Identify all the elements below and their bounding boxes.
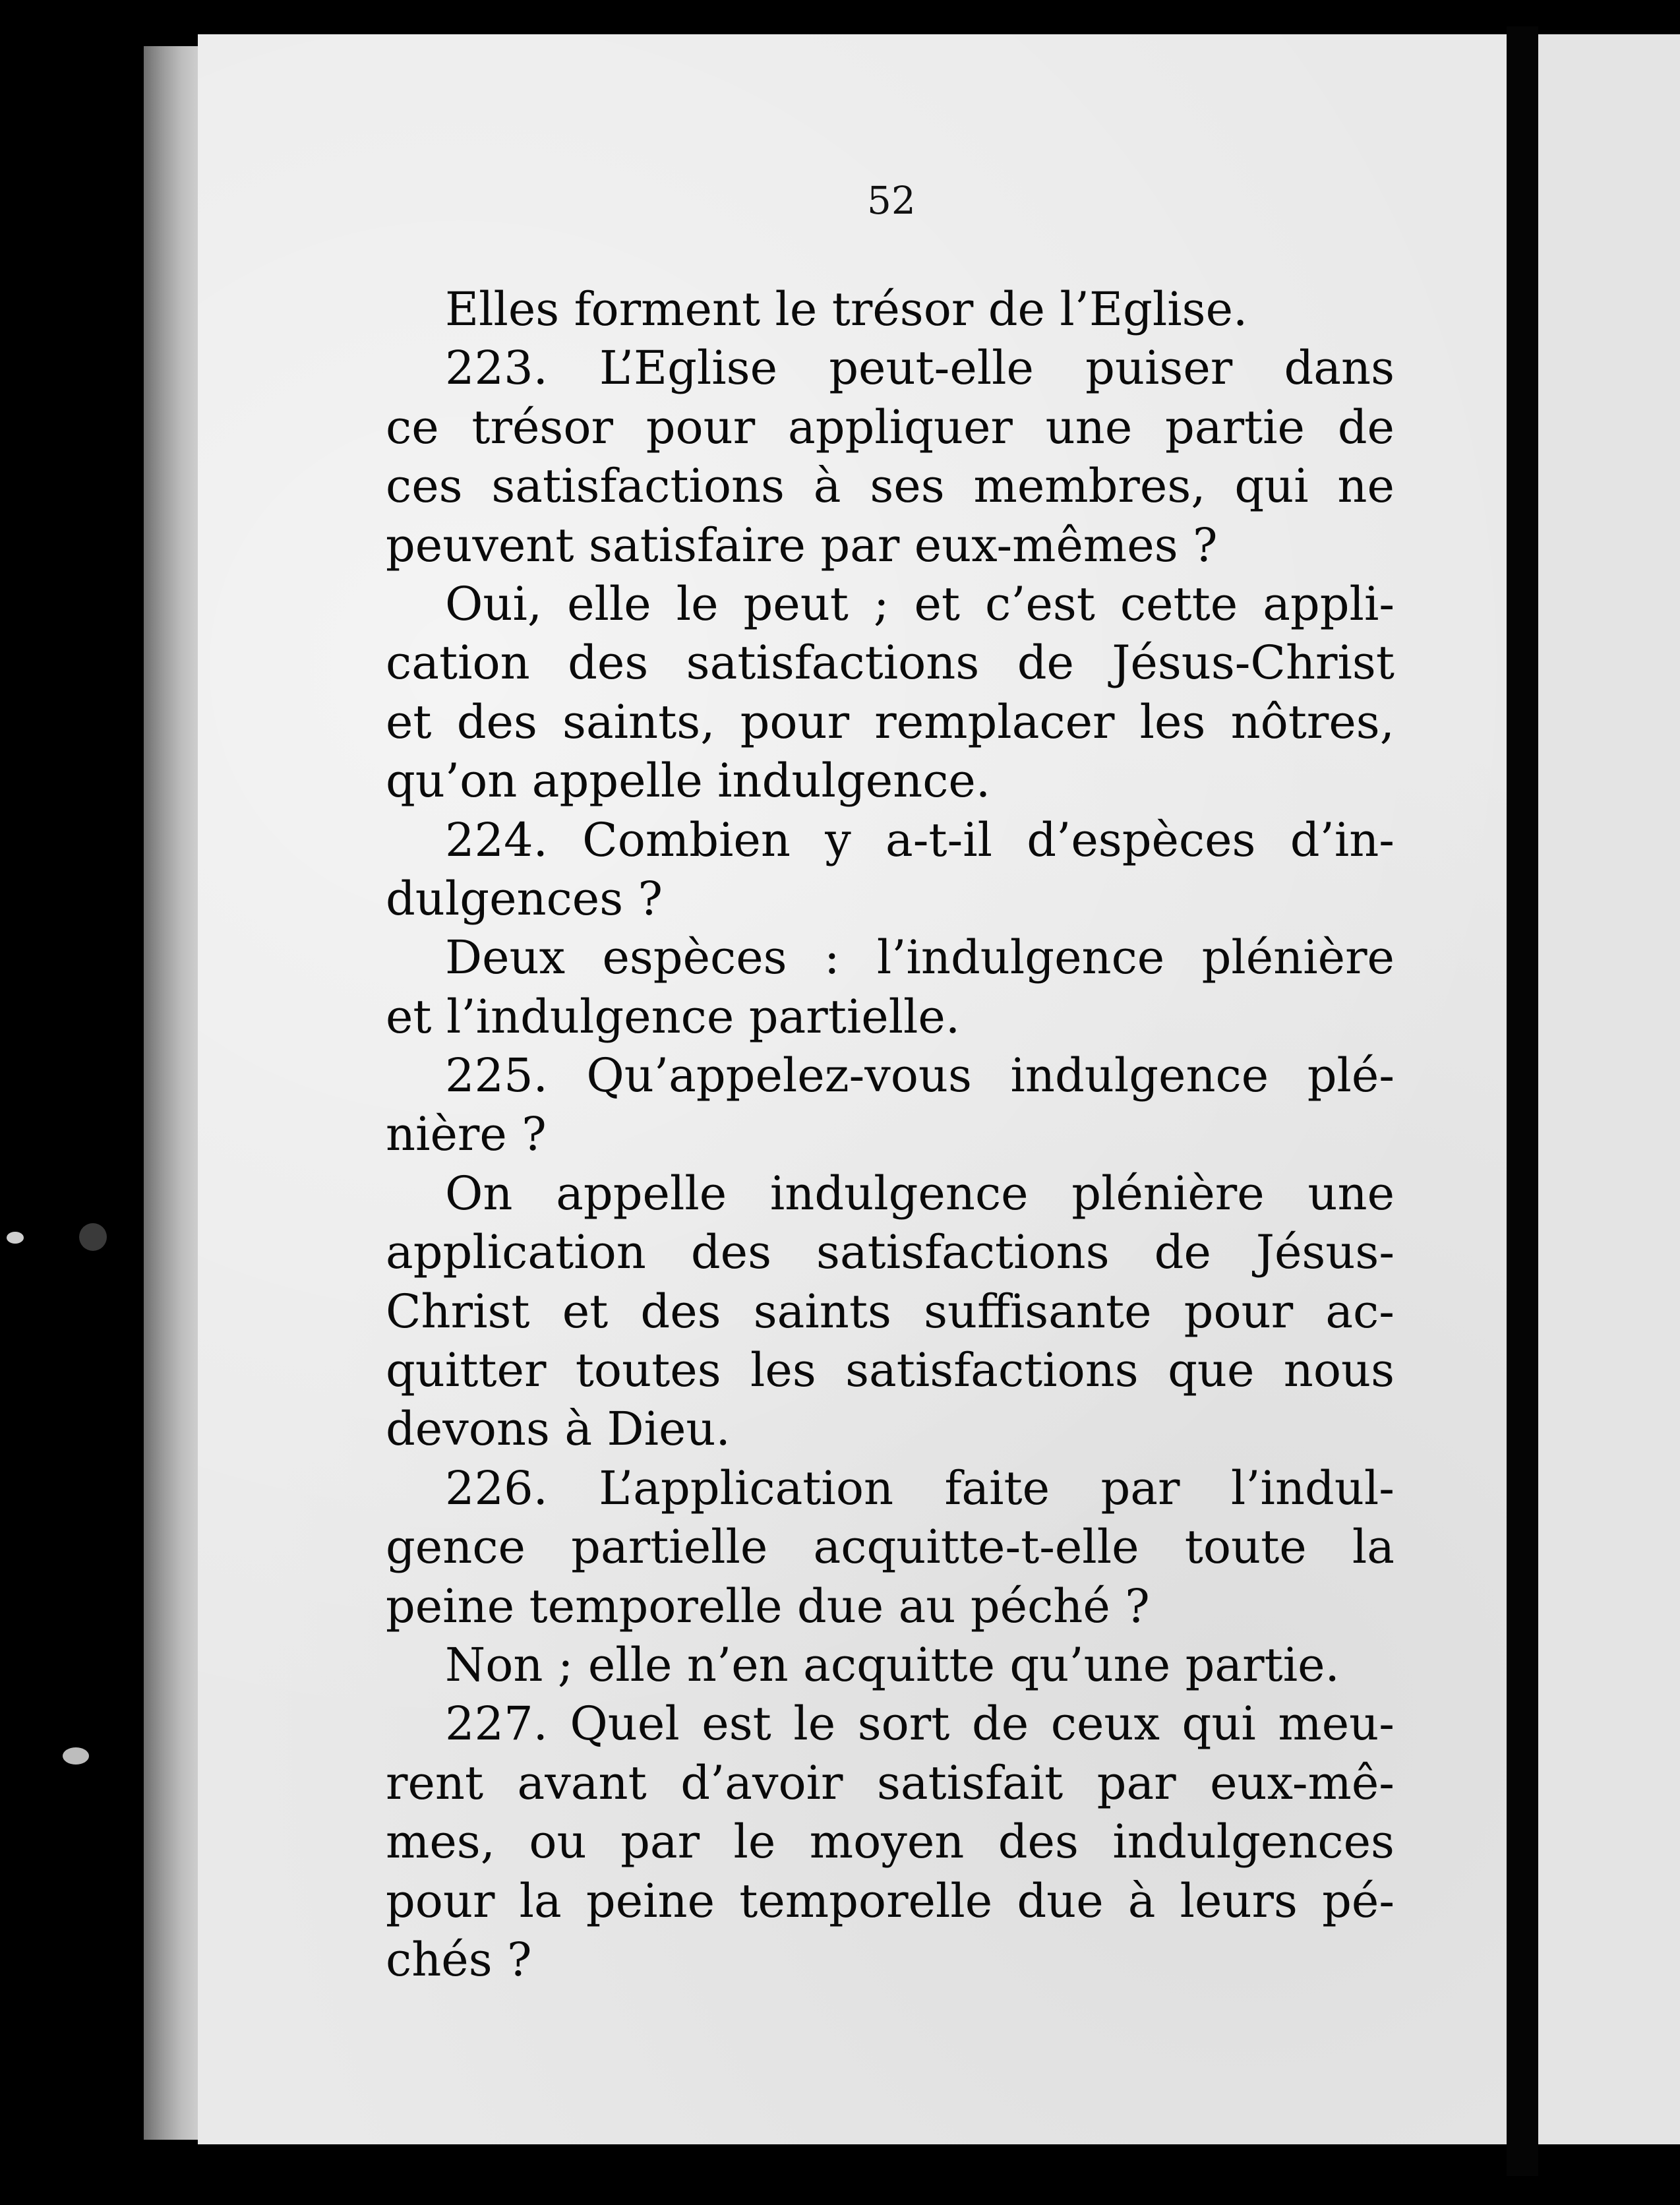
- word: peine: [585, 1873, 715, 1928]
- word: l’indulgence: [446, 989, 735, 1044]
- text-line: [386, 1518, 1395, 1577]
- word: 226.: [445, 1461, 548, 1515]
- word: Elles: [445, 282, 560, 336]
- text-line: [386, 928, 1395, 987]
- text-line: [386, 1459, 1395, 1518]
- word: puiser: [1085, 341, 1233, 396]
- word: appelle: [556, 1166, 727, 1221]
- scan-speck: [79, 1223, 107, 1251]
- word: peut-elle: [829, 341, 1034, 396]
- word: plénière: [1071, 1166, 1265, 1221]
- word: des: [568, 636, 649, 690]
- word: Quel: [570, 1697, 680, 1751]
- word: partie.: [1185, 1637, 1340, 1692]
- word: indulgence: [1010, 1048, 1269, 1103]
- word: par: [620, 1815, 700, 1869]
- word: ac-: [1325, 1284, 1395, 1339]
- word: L’Eglise: [599, 341, 778, 396]
- word: Non: [445, 1637, 543, 1692]
- word: espèces: [602, 930, 787, 985]
- word: faite: [944, 1461, 1050, 1515]
- word: peine: [386, 1579, 515, 1633]
- word: pé-: [1322, 1873, 1395, 1928]
- word: suffisante: [924, 1284, 1152, 1339]
- word: 224.: [445, 812, 548, 867]
- text-line: [386, 457, 1395, 516]
- word: Jésus-: [1255, 1225, 1395, 1280]
- word: toutes: [575, 1343, 721, 1398]
- word: partielle.: [748, 989, 961, 1044]
- word: indulgences: [1112, 1815, 1395, 1869]
- word: satisfait: [876, 1755, 1064, 1810]
- text-line: [386, 693, 1395, 752]
- word: a-t-il: [885, 812, 992, 867]
- word: par: [1096, 1755, 1176, 1810]
- text-line: [386, 1223, 1395, 1282]
- word: de: [1017, 636, 1074, 690]
- word: trésor: [831, 282, 974, 336]
- word: pour: [645, 400, 756, 454]
- word: membres,: [973, 459, 1206, 514]
- word: nôtres,: [1230, 694, 1395, 749]
- word: d’in-: [1290, 812, 1395, 867]
- word: due: [796, 1579, 884, 1633]
- book-gutter: [1507, 26, 1538, 2176]
- word: ?: [1193, 518, 1218, 572]
- word: satisfaire: [588, 518, 806, 572]
- word: par: [820, 518, 900, 572]
- word: ?: [1125, 1579, 1150, 1633]
- text-line: [386, 870, 1395, 928]
- word: l’Eglise.: [1060, 282, 1248, 336]
- word: acquitte: [803, 1637, 996, 1692]
- word: elle: [567, 576, 651, 631]
- word: de: [1337, 400, 1395, 454]
- word: les: [750, 1343, 816, 1398]
- word: leurs: [1180, 1873, 1298, 1928]
- word: et: [562, 1284, 609, 1339]
- word: et: [386, 989, 432, 1044]
- word: Dieu.: [607, 1402, 731, 1457]
- word: Qu’appelez-vous: [586, 1048, 972, 1103]
- word: Combien: [582, 812, 791, 867]
- word: remplacer: [874, 694, 1115, 749]
- word: le: [733, 1815, 776, 1869]
- text-line: [386, 1283, 1395, 1341]
- word: rent: [386, 1755, 484, 1810]
- word: L’application: [599, 1461, 894, 1515]
- word: plénière: [1201, 930, 1395, 985]
- word: des: [998, 1815, 1079, 1869]
- word: des: [640, 1284, 721, 1339]
- text-line: [386, 1813, 1395, 1871]
- word: partielle: [571, 1520, 768, 1575]
- word: satisfactions: [816, 1225, 1110, 1280]
- word: :: [824, 930, 840, 985]
- word: gence: [386, 1520, 525, 1575]
- word: satisfactions: [686, 636, 980, 690]
- word: ou: [529, 1815, 587, 1869]
- text-line: [386, 1400, 1395, 1459]
- word: eux-mê-: [1210, 1755, 1395, 1810]
- text-line: [386, 1164, 1395, 1223]
- word: qui: [1182, 1697, 1256, 1751]
- word: devons: [386, 1402, 550, 1457]
- word: ?: [638, 871, 663, 926]
- text-line: [386, 752, 1395, 810]
- word: ses: [870, 459, 945, 514]
- word: nous: [1283, 1343, 1395, 1398]
- word: pour: [386, 1873, 495, 1928]
- word: forment: [574, 282, 761, 336]
- word: des: [690, 1225, 771, 1280]
- word: temporelle: [529, 1579, 783, 1633]
- text-line: [386, 634, 1395, 692]
- text-line: [386, 1754, 1395, 1813]
- word: elle: [587, 1637, 673, 1692]
- word: Deux: [445, 930, 566, 985]
- word: le: [676, 576, 719, 631]
- word: satisfactions: [845, 1343, 1139, 1398]
- word: 225.: [445, 1048, 548, 1103]
- word: saints,: [562, 694, 715, 749]
- word: à: [813, 459, 841, 514]
- word: sort: [857, 1697, 950, 1751]
- word: la: [519, 1873, 562, 1928]
- text-line: [386, 1695, 1395, 1753]
- text-line: [386, 1105, 1395, 1164]
- word: y: [825, 812, 851, 867]
- word: indulgence: [769, 1166, 1029, 1221]
- word: ne: [1337, 459, 1395, 514]
- word: saints: [753, 1284, 891, 1339]
- word: d’espèces: [1027, 812, 1256, 867]
- word: avant: [517, 1755, 647, 1810]
- word: trésor: [471, 400, 613, 454]
- word: ;: [873, 576, 889, 631]
- word: n’en: [686, 1637, 789, 1692]
- word: le: [793, 1697, 836, 1751]
- word: que: [1168, 1343, 1255, 1398]
- word: de: [1154, 1225, 1211, 1280]
- word: ces: [386, 459, 463, 514]
- scan-speck: [7, 1232, 24, 1244]
- text-line: [386, 1577, 1395, 1636]
- word: c’est: [985, 576, 1095, 631]
- word: d’avoir: [680, 1755, 843, 1810]
- word: dulgences: [386, 871, 624, 926]
- text-line: [386, 811, 1395, 870]
- word: peut: [743, 576, 849, 631]
- word: ?: [507, 1932, 532, 1987]
- word: acquitte-t-elle: [813, 1520, 1139, 1575]
- word: le: [775, 282, 818, 336]
- text-line: [386, 988, 1395, 1046]
- word: pour: [740, 694, 850, 749]
- word: cette: [1120, 576, 1238, 631]
- text-line: [386, 398, 1395, 457]
- word: quitter: [386, 1343, 547, 1398]
- word: nière: [386, 1107, 507, 1162]
- word: de: [971, 1697, 1029, 1751]
- word: eux-mêmes: [914, 518, 1178, 572]
- word: Jésus-Christ: [1112, 636, 1395, 690]
- word: partie: [1165, 400, 1305, 454]
- facing-page-edge: [1538, 34, 1680, 2144]
- word: meu-: [1278, 1697, 1395, 1751]
- text-line: [386, 339, 1395, 398]
- page-fore-edge: [144, 46, 206, 2140]
- scan-speck: [63, 1747, 89, 1765]
- word: Christ: [386, 1284, 530, 1339]
- word: On: [445, 1166, 513, 1221]
- word: et: [914, 576, 961, 631]
- word: indulgence.: [717, 754, 991, 808]
- page-number: 52: [867, 178, 916, 223]
- word: satisfactions: [491, 459, 785, 514]
- word: par: [1100, 1461, 1180, 1515]
- text-line: [386, 280, 1395, 339]
- word: et: [386, 694, 432, 749]
- word: 223.: [445, 341, 548, 396]
- word: mes,: [386, 1815, 495, 1869]
- word: appliquer: [787, 400, 1013, 454]
- word: pour: [1184, 1284, 1294, 1339]
- word: plé-: [1307, 1048, 1395, 1103]
- word: des: [456, 694, 537, 749]
- text-line: [386, 1872, 1395, 1931]
- word: la: [1352, 1520, 1395, 1575]
- word: chés: [386, 1932, 493, 1987]
- word: qu’on: [386, 754, 518, 808]
- word: qui: [1234, 459, 1309, 514]
- word: toute: [1184, 1520, 1307, 1575]
- word: ceux: [1050, 1697, 1160, 1751]
- text-line: [386, 516, 1395, 575]
- word: une: [1045, 400, 1133, 454]
- word: qu’une: [1009, 1637, 1171, 1692]
- text-line: [386, 1931, 1395, 1989]
- word: ce: [386, 400, 439, 454]
- word: à: [1127, 1873, 1156, 1928]
- word: application: [386, 1225, 646, 1280]
- word: appelle: [531, 754, 703, 808]
- word: ;: [557, 1637, 574, 1692]
- word: une: [1307, 1166, 1395, 1221]
- word: de: [988, 282, 1045, 336]
- word: au: [898, 1579, 956, 1633]
- word: cation: [386, 636, 530, 690]
- word: peuvent: [386, 518, 574, 572]
- word: 227.: [445, 1697, 548, 1751]
- text-line: [386, 575, 1395, 634]
- word: appli-: [1263, 576, 1395, 631]
- word: péché: [970, 1579, 1110, 1633]
- word: est: [702, 1697, 771, 1751]
- word: l’indul-: [1230, 1461, 1395, 1515]
- word: ?: [522, 1107, 547, 1162]
- word: due: [1017, 1873, 1104, 1928]
- text-line: [386, 1636, 1395, 1695]
- word: les: [1139, 694, 1206, 749]
- word: Oui,: [445, 576, 543, 631]
- word: moyen: [809, 1815, 965, 1869]
- word: l’indulgence: [876, 930, 1165, 985]
- text-line: [386, 1046, 1395, 1105]
- word: à: [564, 1402, 593, 1457]
- word: dans: [1284, 341, 1395, 396]
- body-text: [386, 280, 1395, 1989]
- word: temporelle: [739, 1873, 993, 1928]
- text-line: [386, 1341, 1395, 1400]
